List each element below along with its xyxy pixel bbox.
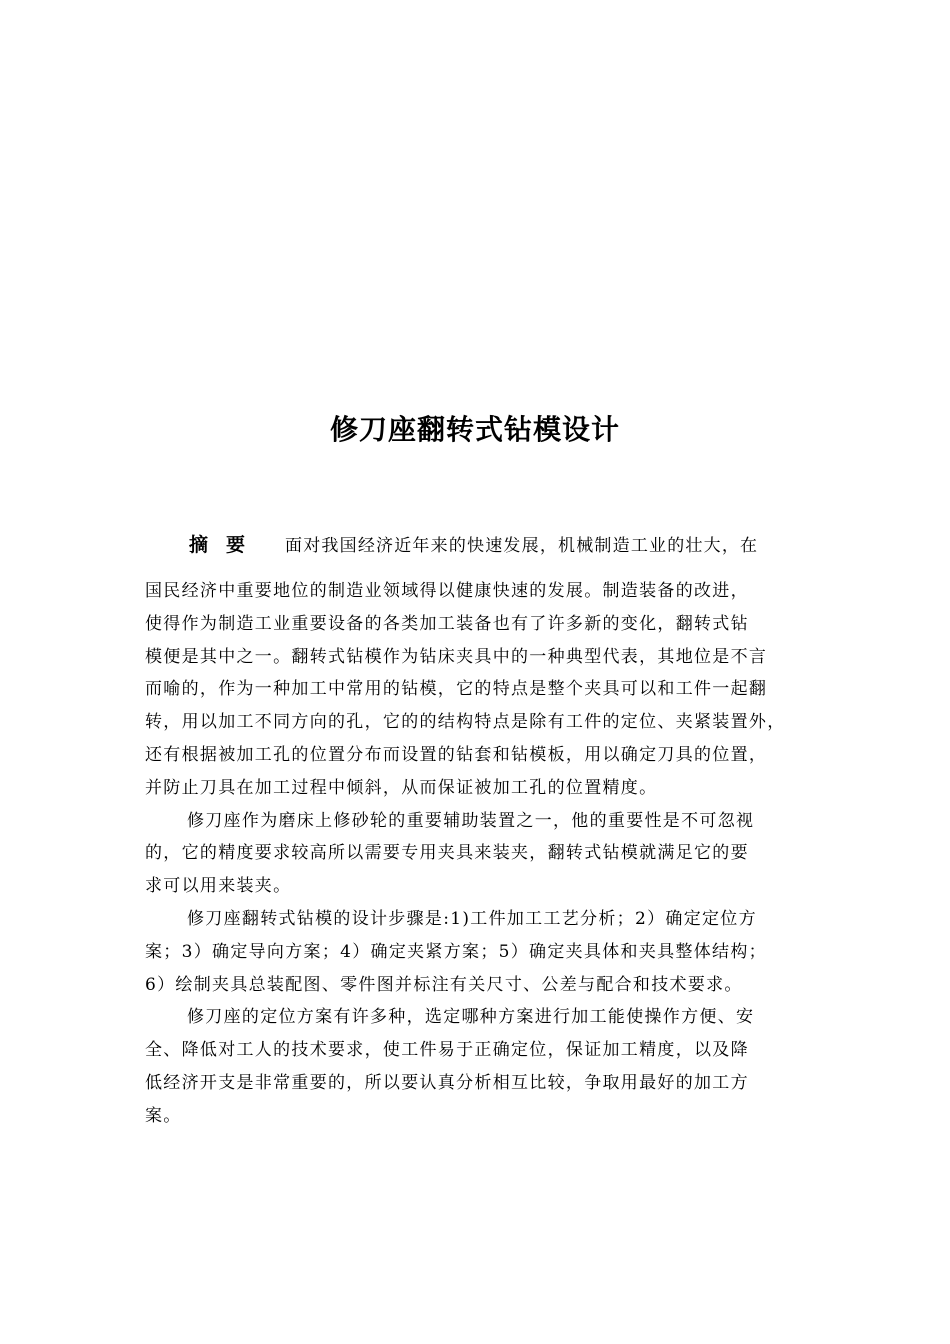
text-line: 低经济开支是非常重要的，所以要认真分析相互比较，争取用最好的加工方 (145, 1072, 749, 1093)
text-line: 并防止刀具在加工过程中倾斜，从而保证被加工孔的位置精度。 (145, 777, 658, 798)
text-line: 国民经济中重要地位的制造业领域得以健康快速的发展。制造装备的改进， (145, 581, 749, 601)
text-line: 还有根据被加工孔的位置分布而设置的钻套和钻模板，用以确定刀具的位置， (145, 744, 768, 765)
text-line: 的，它的精度要求较高所以需要专用夹具来装夹，翻转式钻模就满足它的要 (145, 843, 749, 864)
abstract-label: 摘要 (189, 534, 264, 556)
text-line: 全、降低对工人的技术要求，使工件易于正确定位，保证加工精度，以及降 (145, 1040, 749, 1061)
text-line: 修刀座翻转式钻模的设计步骤是:1)工件加工工艺分析；2）确定定位方 (187, 908, 757, 929)
abstract-section (145, 530, 810, 1133)
text-line: 模便是其中之一。翻转式钻模作为钻床夹具中的一种典型代表，其地位是不言 (145, 646, 768, 667)
text-line: 案。 (145, 1105, 182, 1126)
page-title: 修刀座翻转式钻模设计 (329, 413, 620, 446)
abstract-first-line (145, 530, 810, 561)
abstract-body (145, 575, 810, 1133)
abstract-first-line-text: 面对我国经济近年来的快速发展，机械制造工业的壮大，在 (285, 536, 759, 556)
text-line: 6）绘制夹具总装配图、零件图并标注有关尺寸、公差与配合和技术要求。 (145, 974, 743, 995)
text-line: 修刀座的定位方案有许多种，选定哪种方案进行加工能使操作方便、安 (187, 1007, 755, 1028)
text-line: 而喻的，作为一种加工中常用的钻模，它的特点是整个夹具可以和工件一起翻 (145, 679, 768, 700)
text-line: 修刀座作为磨床上修砂轮的重要辅助装置之一，他的重要性是不可忽视 (187, 810, 755, 831)
text-line: 案；3）确定导向方案；4）确定夹紧方案；5）确定夹具体和夹具整体结构； (145, 941, 767, 962)
text-line: 使得作为制造工业重要设备的各类加工装备也有了许多新的变化，翻转式钻 (145, 613, 749, 634)
text-line: 转，用以加工不同方向的孔，它的的结构特点是除有工件的定位、夹紧装置外， (145, 712, 786, 733)
text-line: 求可以用来装夹。 (145, 876, 292, 897)
